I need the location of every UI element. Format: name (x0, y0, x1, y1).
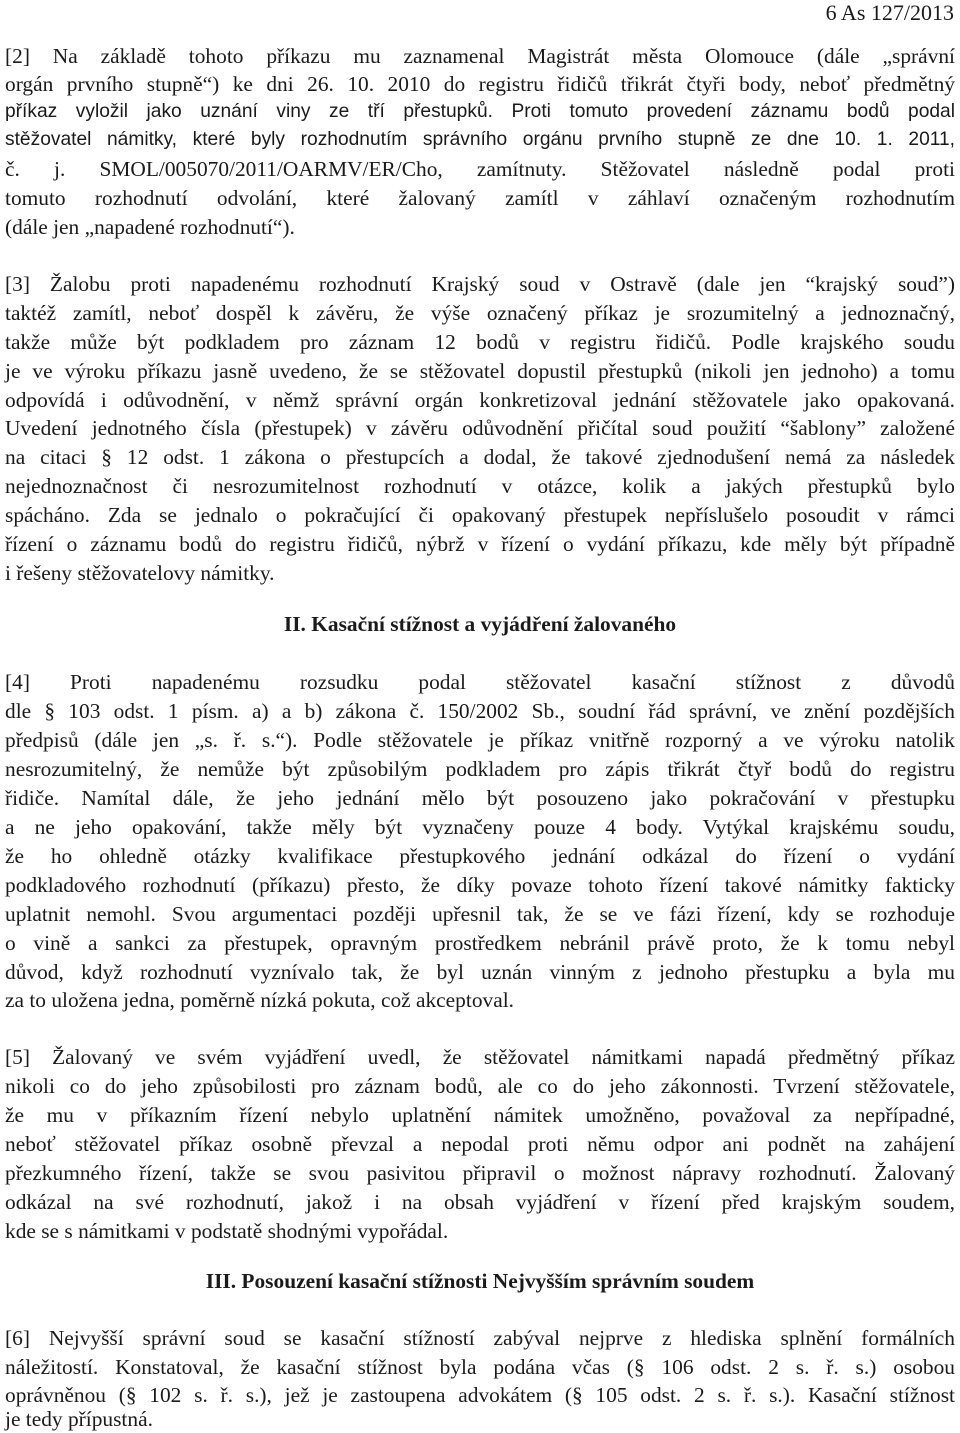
text-line: řidiče. Namítal dále, že jeho jednání mělo být posouzeno jako pokračování v přestupku (5, 786, 955, 810)
text-line: neboť stěžovatel příkaz osobně převzal a nepodal proti němu odpor ani podnět na zahájení (5, 1132, 955, 1156)
text-line: uplatnit nemohl. Svou argumentaci později upřesnil tak, že se ve fázi řízení, kdy se rozhoduje (5, 902, 955, 926)
text-line: orgán prvního stupně“) ke dni 26. 10. 2010 do registru řidičů třikrát čtyři body, neboť předmětný (5, 72, 955, 96)
text-line: nejednoznačnost či nesrozumitelnost rozhodnutí v otázce, kolik a jakých přestupků bylo (5, 474, 955, 498)
text-line: Uvedení jednotného čísla (přestupek) v závěru odůvodnění přičítal soud použití “šablony” založené (5, 416, 955, 440)
text-line: řízení o záznamu bodů do registru řidičů, nýbrž v řízení o vydání příkazu, kde měly být případně (5, 532, 955, 556)
text-line: přezkumného řízení, takže se svou pasivitou připravil o možnost nápravy rozhodnutí. Žalovaný (5, 1161, 955, 1185)
text-line: odpovídá i odůvodnění, v němž správní orgán konkretizoval jednání stěžovatele jako opakovaná. (5, 388, 955, 412)
text-line: tomuto rozhodnutí odvolání, které žalovaný zamítl v záhlaví označeným rozhodnutím (5, 186, 955, 210)
text-line: za to uložena jedna, poměrně nízká pokuta, což akceptoval. (5, 988, 514, 1012)
text-line: odkázal na své rozhodnutí, jakož i na obsah vyjádření v řízení před krajským soudem, (5, 1190, 955, 1214)
text-line: spácháno. Zda se jednalo o pokračující či opakovaný přestupek nepříslušelo posoudit v rámci (5, 503, 955, 527)
text-line: je ve výroku příkazu jasně uvedeno, že se stěžovatel dopustil přestupků (nikoli jen jednoho) a tomu (5, 359, 955, 383)
text-line: a ne jeho opakování, takže měly být vyznačeny pouze 4 body. Vytýkal krajskému soudu, (5, 815, 955, 839)
text-line: takže může být podkladem pro záznam 12 bodů v registru řidičů. Podle krajského soudu (5, 330, 955, 354)
text-line: nikoli co do jeho způsobilosti pro záznam bodů, ale co do jeho zákonnosti. Tvrzení stěžovatele, (5, 1074, 955, 1098)
text-line: č. j. SMOL/005070/2011/OARMV/ER/Cho, zamítnuty. Stěžovatel následně podal proti (5, 157, 955, 181)
text-line: podkladového rozhodnutí (příkazu) přesto, že díky povaze tohoto řízení takové námitky fakticky (5, 873, 955, 897)
text-line: důvod, když rozhodnutí vyznívalo tak, že byl uznán vinným z jednoho přestupku a byla mu (5, 960, 955, 984)
section-heading: III. Posouzení kasační stížnosti Nejvyšším správním soudem (205, 1269, 755, 1293)
text-line: taktéž zamítl, neboť dospěl k závěru, že výše označený příkaz je srozumitelný a jednoznačný, (5, 301, 955, 325)
section-heading: II. Kasační stížnost a vyjádření žalovaného (283, 612, 677, 636)
text-line: (dále jen „napadené rozhodnutí“). (5, 215, 295, 239)
text-line: [6] Nejvyšší správní soud se kasační stížností zabýval nejprve z hlediska splnění formálních (5, 1326, 955, 1350)
text-line: náležitostí. Konstatoval, že kasační stížnost byla podána včas (§ 106 odst. 2 s. ř. s.) osobou (5, 1355, 955, 1379)
text-line: je tedy přípustná. (5, 1407, 153, 1431)
text-line: o vině a sankci za přestupek, opravným prostředkem nebránil právě proto, že k tomu nebyl (5, 931, 955, 955)
text-line: že mu v příkazním řízení nebylo uplatnění námitek umožněno, považoval za nepřípadné, (5, 1103, 955, 1127)
text-line: [3] Žalobu proti napadenému rozhodnutí Krajský soud v Ostravě (dale jen “krajský soud”) (5, 272, 955, 296)
text-line: [5] Žalovaný ve svém vyjádření uvedl, že stěžovatel námitkami napadá předmětný příkaz (5, 1045, 955, 1069)
text-line: dle § 103 odst. 1 písm. a) a b) zákona č. 150/2002 Sb., soudní řád správní, ve znění pozdějších (5, 699, 955, 723)
text-line: příkaz vyložil jako uznání viny ze tří přestupků. Proti tomuto provedení záznamu bodů podal (5, 101, 955, 122)
text-line: na citaci § 12 odst. 1 zákona o přestupcích a dodal, že takové zjednodušení nemá za následek (5, 445, 955, 469)
text-line: že ho ohledně otázky kvalifikace přestupkového jednání odkázal do řízení o vydání (5, 844, 955, 868)
text-line: předpisů (dále jen „s. ř. s.“). Podle stěžovatele je příkaz vnitřně rozporný a ve výroku natolik (5, 728, 955, 752)
text-line: kde se s námitkami v podstatě shodnými vypořádal. (5, 1219, 449, 1243)
text-line: i řešeny stěžovatelovy námitky. (5, 561, 275, 585)
text-line: [4] Proti napadenému rozsudku podal stěžovatel kasační stížnost z důvodů (5, 670, 955, 694)
case-number: 6 As 127/2013 (825, 0, 954, 25)
text-line: oprávněnou (§ 102 s. ř. s.), jež je zastoupena advokátem (§ 105 odst. 2 s. ř. s.). Kasační stížnost (5, 1383, 955, 1407)
text-line: [2] Na základě tohoto příkazu mu zaznamenal Magistrát města Olomouce (dále „správní (5, 44, 955, 68)
text-line: nesrozumitelný, že nemůže být způsobilým podkladem pro zápis třikrát čtyř bodů do registru (5, 757, 955, 781)
text-line: stěžovatel námitky, které byly rozhodnutím správního orgánu prvního stupně ze dne 10. 1. 2011, (5, 129, 955, 150)
